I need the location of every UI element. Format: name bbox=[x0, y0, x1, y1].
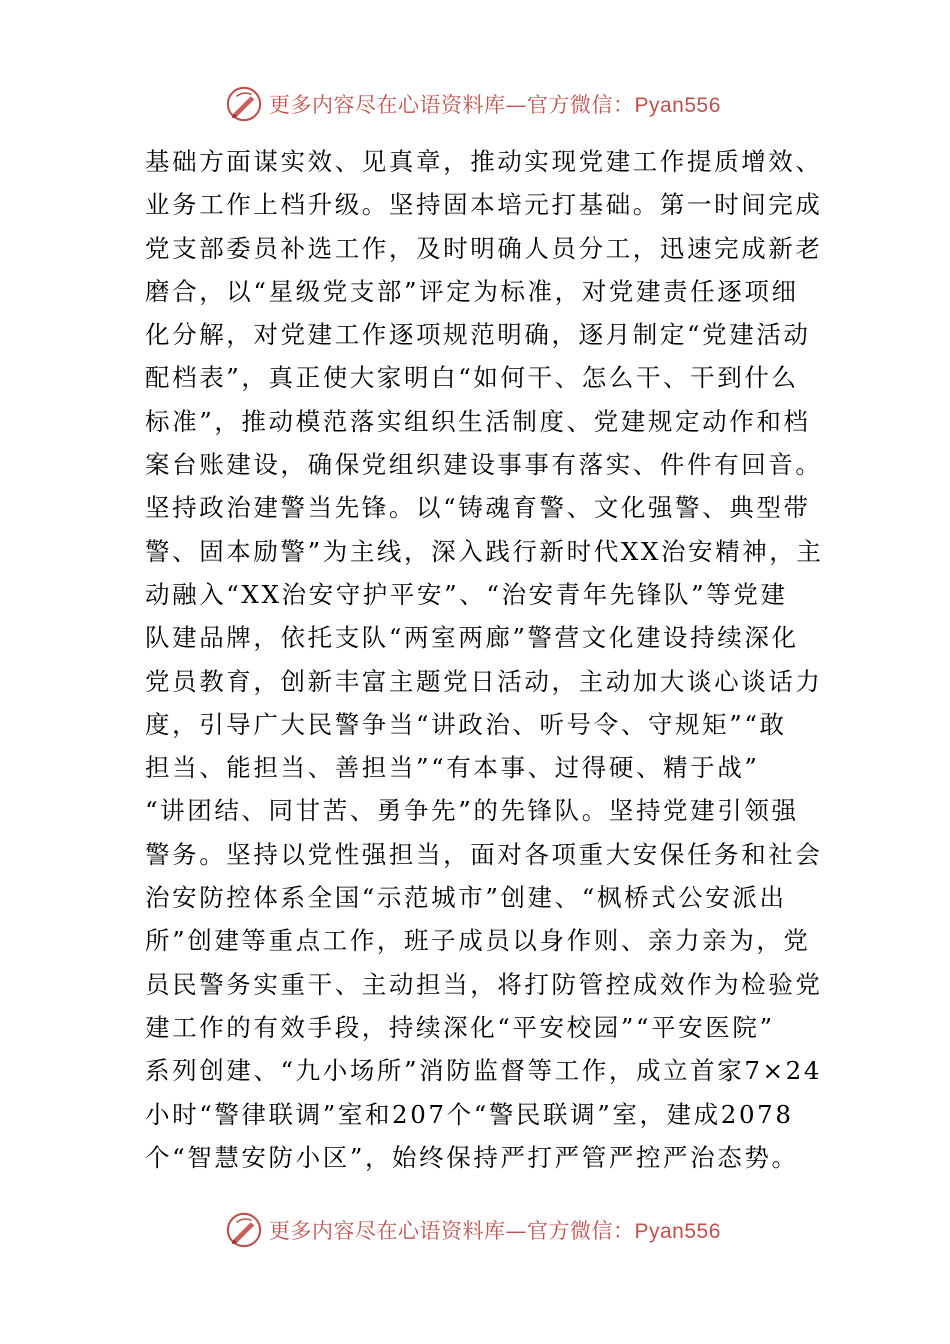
text-line: 业务工作上档升级。坚持固本培元打基础。第一时间完成 bbox=[145, 190, 823, 220]
header-banner bbox=[225, 84, 745, 124]
text-line: 度，引导广大民警争当“讲政治、听号令、守规矩”“敢 bbox=[145, 709, 787, 739]
text-line: 员民警务实重干、主动担当，将打防管控成效作为检验党 bbox=[145, 969, 823, 999]
text-line: 个“智慧安防小区”，始终保持严打严管严控严治态势。 bbox=[145, 1142, 799, 1172]
text-line: 队建品牌，依托支队“两室两廊”警营文化建设持续深化 bbox=[145, 623, 799, 653]
text-line: 治安防控体系全国“示范城市”创建、“枫桥式公安派出 bbox=[145, 883, 787, 913]
text-line: 党员教育，创新丰富主题党日活动，主动加大谈心谈话力 bbox=[145, 666, 823, 696]
text-line: 系列创建、“九小场所”消防监督等工作，成立首家7×24 bbox=[145, 1056, 823, 1086]
header-banner-text bbox=[269, 89, 721, 119]
text-line: 动融入“XX治安守护平安”、“治安青年先锋队”等党建 bbox=[145, 579, 788, 609]
text-line: 党支部委员补选工作，及时明确人员分工，迅速完成新老 bbox=[145, 233, 823, 263]
footer-banner-handle: Pyan556 bbox=[634, 1220, 721, 1243]
pen-in-circle-icon bbox=[225, 85, 263, 123]
text-line: 警、固本励警”为主线，深入践行新时代XX治安精神，主 bbox=[145, 536, 824, 566]
document-body bbox=[145, 140, 824, 1179]
footer-banner bbox=[225, 1210, 745, 1250]
text-line: 建工作的有效手段，持续深化“平安校园”“平安医院” bbox=[145, 1012, 775, 1042]
text-line: 小时“警律联调”室和207个“警民联调”室，建成2078 bbox=[145, 1099, 794, 1129]
text-line: “讲团结、同甘苦、勇争先”的先锋队。坚持党建引领强 bbox=[145, 796, 799, 826]
text-line: 坚持政治建警当先锋。以“铸魂育警、文化强警、典型带 bbox=[145, 493, 811, 523]
footer-banner-text bbox=[269, 1215, 721, 1245]
header-banner-label: 更多内容尽在心语资料库—官方微信： bbox=[269, 93, 635, 117]
text-line: 担当、能担当、善担当”“有本事、过得硬、精于战” bbox=[145, 753, 760, 783]
text-line: 基础方面谋实效、见真章，推动实现党建工作提质增效、 bbox=[145, 147, 823, 176]
footer-banner-label: 更多内容尽在心语资料库—官方微信： bbox=[269, 1219, 635, 1243]
text-line: 化分解，对党建工作逐项规范明确，逐月制定“党建活动 bbox=[145, 320, 811, 350]
header-banner-handle: Pyan556 bbox=[634, 94, 721, 117]
pen-in-circle-icon bbox=[225, 1211, 263, 1249]
text-line: 磨合，以“星级党支部”评定为标准，对党建责任逐项细 bbox=[145, 276, 799, 306]
text-line: 标准”，推动模范落实组织生活制度、党建规定动作和档 bbox=[145, 406, 811, 436]
text-line: 警务。坚持以党性强担当，面对各项重大安保任务和社会 bbox=[145, 839, 823, 869]
text-line: 配档表”，真正使大家明白“如何干、怎么干、干到什么 bbox=[145, 363, 799, 393]
text-line: 所”创建等重点工作，班子成员以身作则、亲力亲为，党 bbox=[145, 926, 811, 956]
text-line: 案台账建设，确保党组织建设事事有落实、件件有回音。 bbox=[145, 450, 823, 480]
